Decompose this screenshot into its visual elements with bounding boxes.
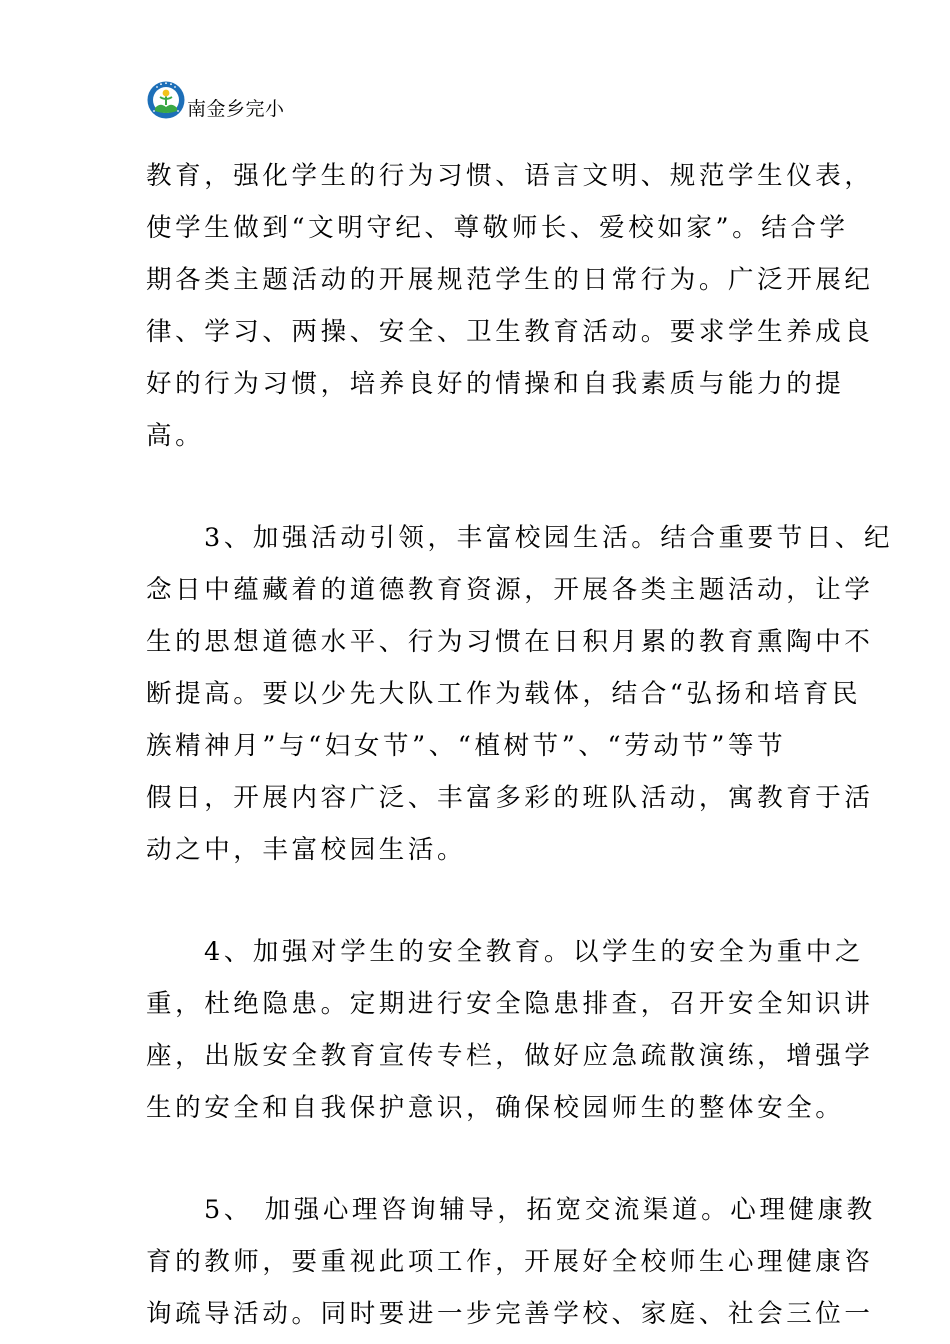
text-line: 3、加强活动引领，丰富校园生活。结合重要节日、纪 xyxy=(204,523,894,553)
school-emblem-icon xyxy=(146,78,186,122)
text-line: 询疏导活动。同时要进一步完善学校、家庭、社会三位一 xyxy=(146,1299,874,1329)
text-line: 生的安全和自我保护意识，确保校园师生的整体安全。 xyxy=(146,1093,845,1123)
text-line: 育的教师，要重视此项工作，开展好全校师生心理健康咨 xyxy=(146,1247,874,1277)
text-line: 重，杜绝隐患。定期进行安全隐患排查，召开安全知识讲 xyxy=(146,989,874,1019)
text-line: 生的思想道德水平、行为习惯在日积月累的教育熏陶中不 xyxy=(146,627,874,657)
school-name: 南金乡完小 xyxy=(187,98,285,120)
text-line: 使学生做到“文明守纪、尊敬师长、爱校如家”。结合学 xyxy=(146,213,849,243)
page-header xyxy=(146,72,285,122)
paragraph-gap xyxy=(146,1134,811,1184)
text-line: 断提高。要以少先大队工作为载体，结合“弘扬和培育民 xyxy=(146,679,862,709)
text-line: 期各类主题活动的开展规范学生的日常行为。广泛开展纪 xyxy=(146,265,874,295)
text-line: 假日，开展内容广泛、丰富多彩的班队活动，寓教育于活 xyxy=(146,783,874,813)
text-line: 座，出版安全教育宣传专栏，做好应急疏散演练，增强学 xyxy=(146,1041,874,1071)
text-line: 律、学习、两操、安全、卫生教育活动。要求学生养成良 xyxy=(146,317,874,347)
paragraph-item-4 xyxy=(146,926,874,1134)
text-line: 好的行为习惯，培养良好的情操和自我素质与能力的提 xyxy=(146,369,845,399)
text-line: 4、加强对学生的安全教育。以学生的安全为重中之 xyxy=(204,937,865,967)
document-body xyxy=(146,150,894,1340)
text-line: 高。 xyxy=(146,421,205,451)
paragraph-item-3 xyxy=(146,512,894,876)
text-line: 5、 加强心理咨询辅导，拓宽交流渠道。心理健康教 xyxy=(204,1195,876,1225)
paragraph-gap xyxy=(146,462,811,512)
text-line: 念日中蕴藏着的道德教育资源，开展各类主题活动，让学 xyxy=(146,575,874,605)
text-line: 动之中，丰富校园生活。 xyxy=(146,835,467,865)
text-line: 教育，强化学生的行为习惯、语言文明、规范学生仪表， xyxy=(146,161,874,191)
text-line: 族精神月”与“妇女节”、“植树节”、“劳动节”等节 xyxy=(146,731,787,761)
paragraph-item-5 xyxy=(146,1184,876,1340)
paragraph-continuation xyxy=(146,150,874,462)
paragraph-gap xyxy=(146,876,811,926)
